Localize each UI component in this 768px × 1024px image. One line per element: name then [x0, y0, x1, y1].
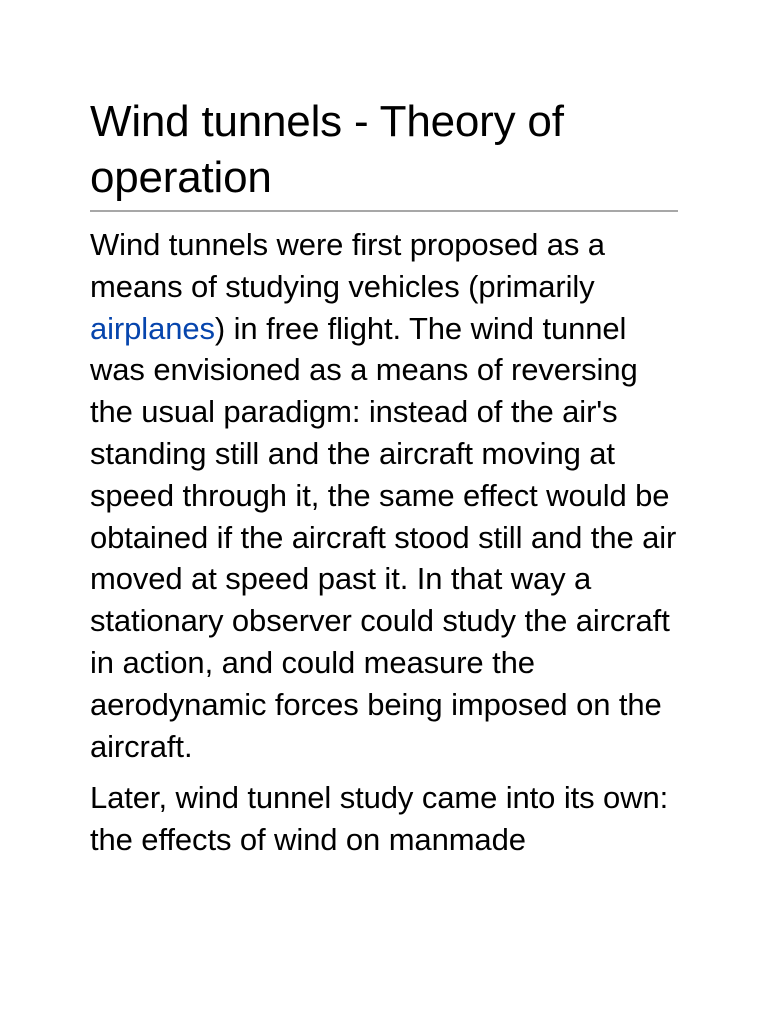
title-divider: [90, 210, 678, 212]
paragraph-2: Later, wind tunnel study came into its own: the effects of wind on manmade: [90, 780, 669, 858]
paragraph-1: [90, 224, 678, 767]
paragraph-1-text-end: ) in free flight. The wind tunnel was envisioned as a means of reversing the usual paradigm: instead of the air's standing still and the aircraft moving at speed through it, the same effect would be obtained if the aircraft stood still and the air moved at speed past it. In that way a stationary observer could study the aircraft in action, and could measure the aerodynamic forces being imposed on the aircraft.: [90, 310, 677, 764]
page-title: Wind tunnels - Theory of operation: [90, 97, 564, 202]
airplanes-link[interactable]: airplanes: [90, 310, 215, 346]
paragraph-1-text-start: Wind tunnels were first proposed as a means of studying vehicles (primarily: [90, 227, 605, 304]
